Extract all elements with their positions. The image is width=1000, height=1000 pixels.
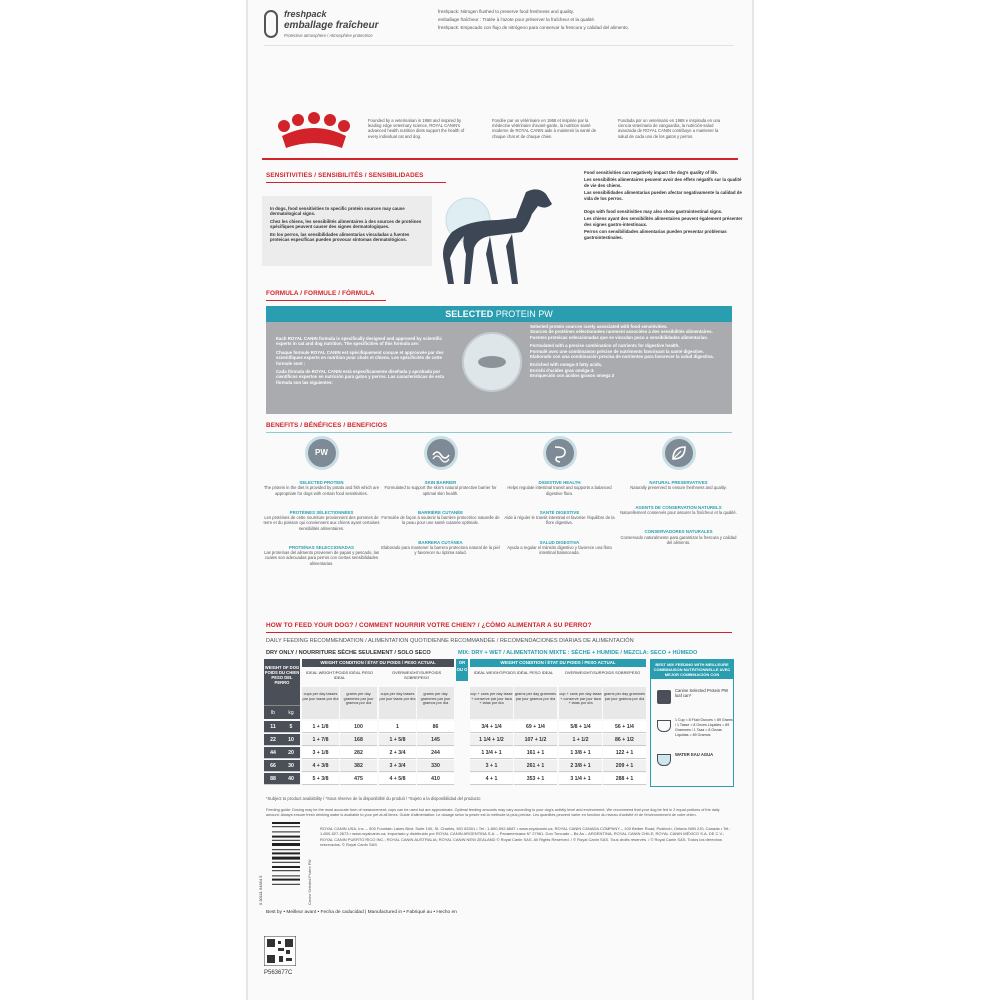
formula-right-4: Formulated with a precise combination of nutrients for digestive health. (530, 343, 680, 349)
benefit-1-fr-title: PROTÉINES SÉLECTIONNÉES (289, 509, 354, 515)
benefit-2-fr: Formulée de façon à soutenir la barrière protectrice naturelle de la peau pour une santé cutanée optimale. (381, 515, 500, 526)
formula-left-1: Each ROYAL CANIN formula is specifically designed and approved by scientific experts in cat and dog nutrition. The specificities of this formula are: (276, 336, 442, 347)
sensitivities-title: SENSITIVITIES / SENSIBILITÉS / SENSIBILIDADES (266, 172, 424, 179)
table-cell-m1: 1 1/4 + 1/2 (470, 734, 513, 746)
table-cell-g1: 168 (340, 734, 377, 746)
feeding-footnote: *Subject to product availability / *Sous réserve de la disponibilité du produit / *Sujeto a la disponibilidad del producto (266, 796, 481, 801)
sensitivities-right (584, 170, 744, 240)
mix-ideal-header: IDEAL WEIGHT/POIDS IDÉAL PESO IDEAL (473, 670, 554, 675)
kibble-bowl-icon (462, 332, 522, 392)
freshpack-title-fr: emballage fraîcheur (284, 20, 379, 31)
benefits-grid (262, 436, 738, 606)
barcode-bar (272, 866, 300, 868)
barcode-number: 0 30111 54354 5 (258, 875, 263, 905)
digestive-icon (543, 436, 577, 470)
table-cell-c2: 4 + 5/8 (379, 773, 416, 785)
table-cell-m2: 2 3/8 + 1 (559, 760, 602, 772)
formula-left-3: Cada fórmula de ROYAL CANIN está específicamente diseñada y aprobada por científicos expertos en nutrición para gatos y perros. Las características de esta fórmula son las siguientes: (276, 369, 444, 385)
benefit-2-es-title: BARRERA CUTÁNEA (418, 539, 463, 545)
barcode-bar (272, 879, 300, 881)
table-row (264, 773, 646, 785)
royal-canin-crown-logo (272, 112, 356, 156)
table-cell-c2: 3 + 3/4 (379, 760, 416, 772)
table-row (264, 721, 646, 733)
table-row (264, 734, 646, 746)
section-rule (266, 182, 446, 183)
benefit-1-en: The protein in the diet is provided by potato and fish which are appropriate for dogs with certain food sensitivities. (263, 485, 380, 496)
skin-barrier-icon (424, 436, 458, 470)
table-row (264, 760, 646, 772)
formula-right-7: Enriched with omega-3 fatty acids. (530, 362, 603, 368)
benefit-1-es: Las proteínas del alimento provienen de papas y pescado, las cuales son adecuadas para perros con ciertas sensibilidades alimentarias. (264, 550, 379, 566)
table-cell-m2: 3 1/4 + 1 (559, 773, 602, 785)
benefit-2-en: Formulated to support the skin's natural protective barrier for optimal skin health. (384, 485, 497, 496)
mix-ideal-cup-head: cup + cans per day tasse + conserve par jour taza + latas por día (470, 687, 513, 719)
table-cell-kg: 20 (282, 747, 300, 759)
benefit-3-fr: Aide à réguler le transit intestinal et favorise l'équilibre de la flore digestive. (504, 515, 615, 526)
product-code: P563677C (264, 970, 293, 976)
table-row (264, 747, 646, 759)
formula-right-8: Enrichi d'acides gras oméga-3. (530, 367, 595, 373)
benefit-skin-barrier (381, 436, 500, 555)
sens-right-3: Las sensibilidades alimentarias pueden afectar negativamente la calidad de vida de los perros. (584, 190, 742, 201)
benefit-4-fr-title: AGENTS DE CONSERVATION NATURELS (635, 504, 722, 510)
table-cell-lb: 11 (264, 721, 282, 733)
table-cell-c2: 2 + 3/4 (379, 747, 416, 759)
benefit-1-en-title: SELECTED PROTEIN (299, 480, 344, 485)
can-label: Canine Selected Protein PW loaf can* (675, 688, 729, 699)
benefit-2-es: Elaborado para mantener la barrera protectora natural de la piel y favorecer su óptima salud. (381, 545, 500, 556)
table-cell-mg2: 122 + 1 (603, 747, 646, 759)
barcode-bar (272, 831, 300, 832)
table-cell-mg2: 288 + 1 (603, 773, 646, 785)
benefit-digestive-health (500, 436, 619, 555)
barcode-bar (272, 857, 300, 860)
benefit-3-en-title: DIGESTIVE HEALTH (538, 480, 581, 485)
feeding-fine-print: Feeding guide: Dosing may be the most accurate form of measurement; cups can be used but are approximate. Optimal feeding amounts may vary according to your dog's activity level and environment. We recommend that your dog be fed in 2 equal portions of the daily amount. Always ensure fresh drinking water is available to your pet at all times. Guide d'alimentation: Le dosage selon la pesée est la méthode la plus précise. Les quantités peuvent varier en fonction du niveau d'activité et de l'environnement de votre chien. (266, 808, 720, 817)
dry-over-header: OVERWEIGHT/SURPOIDS SOBREPESO (391, 670, 442, 680)
sens-left-2: Chez les chiens, les sensibilités alimentaires à des sources de protéines spécifiques peuvent causer des signes dermatologiques. (270, 218, 422, 230)
table-cell-kg: 5 (282, 721, 300, 733)
table-cell-c1: 1 + 7/8 (302, 734, 339, 746)
formula-right-1: Selected protein sources rarely associated with food sensitivities. (530, 324, 668, 329)
unit-lb: lb (264, 705, 282, 719)
best-mix-header: BEST MIX FEEDING WITH MEILLEURE COMBINAISON NUTRITIONNELLE AVEC MEJOR COMBINACIÓN CON (651, 660, 733, 679)
table-cell-mg1: 161 + 1 (514, 747, 557, 759)
table-cell-mg2: 209 + 1 (603, 760, 646, 772)
benefit-3-es: Ayuda a regular el tránsito digestivo y favorece una flora intestinal balanceada. (507, 545, 612, 556)
pw-icon: PW (305, 436, 339, 470)
water-bowl-icon (657, 754, 671, 766)
table-cell-c1: 3 + 1/8 (302, 747, 339, 759)
water-label: WATER EAU AGUA (675, 752, 714, 757)
weight-header: WEIGHT OF DOG POIDS DU CHIEN PESO DEL PERRO (264, 659, 300, 705)
barcode-bar (272, 875, 300, 876)
bowl (478, 356, 506, 368)
barcode-bar (272, 849, 300, 850)
barcode-bar (272, 843, 300, 846)
table-cell-kg: 40 (282, 773, 300, 785)
benefit-selected-protein (262, 436, 381, 566)
feeding-title: HOW TO FEED YOUR DOG? / COMMENT NOURRIR VOTRE CHIEN? / ¿CÓMO ALIMENTAR A SU PERRO? (266, 622, 592, 629)
table-cell-mg1: 353 + 1 (514, 773, 557, 785)
table-cell-m1: 3/4 + 1/4 (470, 721, 513, 733)
table-cell-g2: 145 (417, 734, 454, 746)
mix-over-gram-head: grams per day grammes par jour gramos por día (603, 687, 646, 719)
barcode-bar (272, 822, 300, 824)
table-cell-g1: 100 (340, 721, 377, 733)
formula-box (266, 322, 732, 414)
table-cell-lb: 66 (264, 760, 282, 772)
mix-label: MIX: DRY + WET / ALIMENTATION MIXTE : SÈCHE + HUMIDE / MEZCLA: SECO + HÚMEDO (458, 650, 698, 656)
benefit-4-fr: Naturellement conservés pour assurer la fraîcheur et la qualité. (620, 510, 737, 516)
formula-right-2: Sources de protéines sélectionnées rarement associées à des sensibilités alimentaires. (530, 329, 713, 335)
freshpack-logo (264, 8, 414, 42)
benefit-3-en: Helps regulate intestinal transit and supports a balanced digestive flora. (507, 485, 612, 496)
sens-right-6: Perros con sensibilidades alimentarias pueden presentar problemas gastrointestinales. (584, 229, 727, 240)
table-cell-g2: 244 (417, 747, 454, 759)
formula-right (530, 324, 726, 379)
table-cell-c1: 5 + 3/8 (302, 773, 339, 785)
freshpack-en: freshpack: Nitrogen flushed to preserve food freshness and quality. (438, 9, 575, 14)
table-cell-c1: 4 + 3/8 (302, 760, 339, 772)
formula-left-2: Chaque formule ROYAL CANIN est spécifiquement conçue et approuvée par des scientifiques experts en nutrition pour chats et chiens. Les spécificités de cette formule sont : (276, 349, 444, 366)
dry-condition-header: WEIGHT CONDITION / ÉTAT DU POIDS / PESO ACTUAL (302, 659, 454, 667)
unit-kg: kg (282, 705, 300, 719)
barcode-bar (272, 862, 300, 863)
or-badge: OR OU O (456, 659, 468, 681)
table-cell-mg1: 107 + 1/2 (514, 734, 557, 746)
intro-en: Founded by a veterinarian in 1968 and inspired by leading edge veterinary science, ROYAL CANIN's advanced health nutrition diets support the health of every individual cat and dog. (368, 118, 465, 139)
benefits-title: BENEFITS / BÉNÉFICES / BENEFICIOS (266, 422, 388, 429)
benefit-4-es-title: CONSERVADORES NATURALES (644, 529, 713, 535)
table-cell-g1: 475 (340, 773, 377, 785)
table-cell-g1: 282 (340, 747, 377, 759)
sens-left-1: In dogs, food sensitivities to specific protein sources may cause dermatological signs. (270, 206, 405, 217)
table-cell-m2: 1 + 1/2 (559, 734, 602, 746)
table-cell-g2: 86 (417, 721, 454, 733)
dry-over-gram-head: grams per day grammes par jour gramos por día (417, 687, 454, 719)
barcode-side-text: Canine Selected Protein PW (308, 859, 312, 905)
benefit-1-fr: Les protéines de cette nourriture proviennent des pommes de terre et du poisson qui conviennent aux chiens ayant certaines sensibilités alimentaires. (263, 515, 380, 531)
table-cell-c1: 1 + 1/8 (302, 721, 339, 733)
table-cell-mg2: 86 + 1/2 (603, 734, 646, 746)
table-cell-c2: 1 + 5/8 (379, 734, 416, 746)
barcode-bar (272, 826, 300, 827)
leaf-icon (662, 436, 696, 470)
dry-ideal-header: IDEAL WEIGHT/POIDS IDÉAL PESO IDEAL (306, 670, 373, 680)
table-cell-c2: 1 (379, 721, 416, 733)
dog-illustration (428, 184, 588, 290)
intro-es: Fundada por un veterinario en 1968 e inspirada en una ciencia veterinaria de vanguardia, la nutrición-salud avanzada de ROYAL CANIN contribuye a mantener la salud de cada uno de los gatos y perros. (618, 118, 721, 139)
can-icon (657, 690, 671, 704)
table-cell-mg1: 261 + 1 (514, 760, 557, 772)
barcode (268, 820, 304, 908)
formula-right-6: Elaborado con una combinación precisa de nutrientes para favorecer la salud digestiva. (530, 354, 714, 360)
banner-selected: SELECTED (445, 309, 494, 319)
sens-right-2: Les sensibilités alimentaires peuvent avoir des effets négatifs sur la qualité de vie des chiens. (584, 177, 742, 188)
table-cell-m1: 3 + 1 (470, 760, 513, 772)
table-cell-kg: 10 (282, 734, 300, 746)
formula-left (276, 336, 446, 385)
formula-title: FORMULA / FORMULE / FÓRMULA (266, 290, 375, 297)
formula-right-3: Fuentes proteicas seleccionadas que se vinculan poco a sensibilidades alimentarias. (530, 334, 708, 340)
benefit-2-fr-title: BARRIÈRE CUTANÉE (417, 509, 464, 515)
table-cell-lb: 44 (264, 747, 282, 759)
benefit-4-es: Conservado naturalmente para garantizar la frescura y calidad del alimento. (620, 534, 737, 545)
table-cell-g2: 330 (417, 760, 454, 772)
barcode-bar (272, 870, 300, 871)
freshpack-fr: emballage fraîcheur : Tratée à l'azote pour préserver la fraîcheur et la qualité. (438, 17, 596, 22)
benefit-2-en-title: SKIN BARRIER (424, 480, 457, 485)
table-cell-mg2: 56 + 1/4 (603, 721, 646, 733)
benefit-3-fr-title: SANTÉ DIGESTIVE (539, 509, 580, 515)
best-by-line: Best by • Meilleur avant • Fecha de caducidad | Manufactured in • Fabriqué au • Hecho en (266, 910, 457, 915)
table-cell-m2: 5/8 + 1/4 (559, 721, 602, 733)
company-addresses: ROYAL CANIN USA, Inc. – 500 Fountain Lakes Blvd. Suite 100, St. Charles, MO 63301 • Tel.: 1-800-592-6687 • www.royalcanin.us; ROYAL CANIN CANADA COMPANY – 100 Beiber Road, Puslinch, Ontario N0B 2J0, Canada • Tel.: 1-800-527-2673 • www.royalcanin.ca; Importado y distribuido por ROYAL CANIN ARGENTINA S.A. – Panamericana N° 27961, Don Torcuato – Bs As – ARGENTINA; ROYAL CANIN CHILE; ROYAL CANIN MÉXICO S.A. DE C.V.; ROYAL CANIN PUERTO RICO INC.; ROYAL CANIN AUSTRALIA; ROYAL CANIN NEW ZEALAND © Royal Canin SAS. All Rights Reserved. / © Royal Canin SAS. Tous droits réservés. / © Royal Canin SAS. Todos los derechos reservados. © Royal Canin SAS (320, 826, 731, 848)
sens-right-1: Food sensitivities can negatively impact the dog's quality of life. (584, 170, 719, 175)
section-rule (266, 300, 386, 301)
barcode-bar (272, 836, 300, 838)
freshpack-es: freshpack: Empacado con flujo de nitrógeno para conservar la frescura y calidad del alimento. (438, 25, 630, 30)
best-mix-box (650, 659, 734, 787)
benefits-rule (266, 432, 732, 433)
freshpack-title: freshpack (284, 9, 327, 19)
table-cell-m1: 4 + 1 (470, 773, 513, 785)
benefit-4-en-title: NATURAL PRESERVATIVES (649, 480, 708, 485)
freshpack-sub: Protective atmosphere / Atmosphère protectrice (284, 33, 373, 38)
section-rule (266, 632, 732, 633)
formula-right-5: Formulé avec une combinaison précise de nutriments favorisant la santé digestive. (530, 348, 704, 354)
table-cell-lb: 22 (264, 734, 282, 746)
red-rule (262, 158, 738, 160)
table-cell-kg: 30 (282, 760, 300, 772)
qr-code (264, 936, 296, 966)
intro-fr: Fondée par un vétérinaire en 1968 et inspirée par la médecine vétérinaire d'avant-garde, la nutrition santé moderne de ROYAL CANIN aide à maintenir la santé de chaque chat et de chaque chien. (492, 118, 597, 139)
mix-over-header: OVERWEIGHT/SURPOIDS SOBREPESO (564, 670, 641, 675)
cup-icon (657, 720, 671, 732)
selected-protein-banner (266, 306, 732, 322)
sensitivities-left-box (262, 196, 432, 266)
dry-ideal-cup-head: cups per day tasses par jour tazas por día (302, 687, 339, 719)
table-cell-g2: 410 (417, 773, 454, 785)
dry-only-label: DRY ONLY / NOURRITURE SÈCHE SEULEMENT / SOLO SECO (266, 650, 431, 656)
table-cell-mg1: 69 + 1/4 (514, 721, 557, 733)
freshpack-desc (438, 8, 738, 32)
freshpack-icon (264, 10, 278, 38)
mix-condition-header: WEIGHT CONDITION / ÉTAT DU POIDS / PESO ACTUAL (470, 659, 646, 667)
formula-right-9: Enriquecido con ácidos grasos omega 3 (530, 373, 615, 379)
feeding-table (264, 659, 734, 793)
benefit-3-es-title: SALUD DIGESTIVA (539, 539, 580, 545)
barcode-bar (272, 884, 300, 885)
barcode-bar (272, 840, 300, 841)
mix-ideal-gram-head: grams per day grammes par jour gramos por día (514, 687, 557, 719)
sens-right-4: Dogs with food sensitivities may also show gastrointestinal signs. (584, 209, 723, 215)
feeding-subtitle: DAILY FEEDING RECOMMENDATION / ALIMENTATION QUOTIDIENNE RECOMMANDÉE / RECOMENDACIONES DIARIAS DE ALIMENTACIÓN (266, 638, 634, 644)
sens-left-3: En los perros, las sensibilidades alimentarias vinculadas a fuentes proteicas específicas pueden provocar síntomas dermatológicos. (270, 231, 410, 243)
table-cell-g1: 382 (340, 760, 377, 772)
table-cell-lb: 88 (264, 773, 282, 785)
cup-note: 1 Cup = 8 Fluid Ounces = 89 Grams / 1 Tasse = 8 Onces Liquides = 89 Grammes / 1 Taza = 8 Onzas Líquidas = 89 Gramos (675, 718, 733, 737)
mix-over-cup-head: cup + cans per day tasse + conserve par jour taza + latas por día (559, 687, 602, 719)
sens-right-5: Les chiens ayant des sensibilités alimentaires peuvent également présenter des signes gastro-intestinaux. (584, 216, 743, 227)
benefit-4-en: Naturally preserved to ensure freshness and quality. (630, 485, 727, 491)
table-cell-m1: 1 3/4 + 1 (470, 747, 513, 759)
divider (264, 45, 734, 46)
dry-ideal-gram-head: grams per day grammes par jour gramos por día (340, 687, 377, 719)
bag-edge-right (752, 0, 754, 1000)
dry-over-cup-head: cups per day tasses par jour tazas por día (379, 687, 416, 719)
benefit-1-es-title: PROTEÍNAS SELECCIONADAS (289, 544, 354, 550)
benefit-natural-preservatives (619, 436, 738, 545)
banner-protein: PROTEIN PW (495, 309, 553, 319)
barcode-bar (272, 852, 300, 854)
product-bag-back (248, 0, 752, 1000)
table-cell-m2: 1 3/8 + 1 (559, 747, 602, 759)
